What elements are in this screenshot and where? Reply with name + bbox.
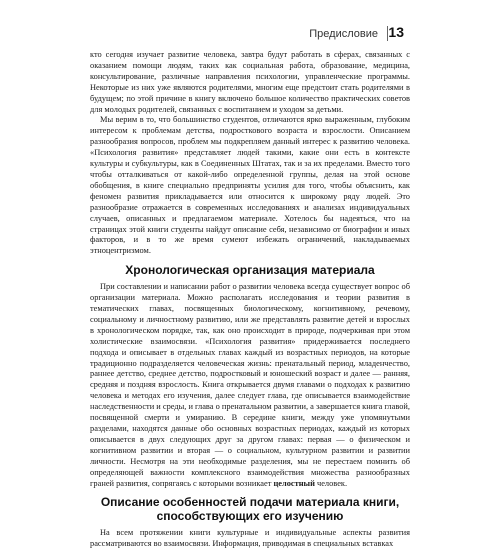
paragraph-organization-text: При составлении и написании работ о развитии человека всегда существует вопрос об организации материала. Можно располагать исследования и теории развития в тематических главах, посвященных биологическому, когнитивному, речевому, социальному и личностному развитию, или же представлять развитие детей и взрослых в хронологическом порядке, так, как оно происходит в природе, подчеркивая при этом холистические взаимосвязи. «Психология развития» придерживается последнего подхода и описывает в отдельных главах каждый из возрастных периодов, на которые традиционно подразделяется человеческая жизнь: пренатальный период, младенчество, раннее детство, среднее детство, подростковый и юношеский возраст и далее — ранняя, средняя и поздняя взрослость. Книга открывается двумя главами о подходах к развитию человека и методах его изучения, далее следует глава, где описывается взаимодействие наследственности и среды, и глава о пренатальном развитии, а завершается книга главой, посвященной смерти и умиранию. В середине книги, между уже упомянутыми разделами, находятся данные обо основных возрастных периодах, каждый из которых описывается в двух следующих друг за другом главах: первая — о физическом и когнитивном развитии и вторая — о социальном, культурном развитии и развитии личности. Несмотря на эти необходимые разделения, мы не перестаем помнить об определяющей важности комплексного взаимодействия множества разнообразных граней развития, сопрягаясь с которыми возникает [90, 282, 410, 488]
emphasis-integral: целостный [273, 478, 315, 488]
paragraph-continued: кто сегодня изучает развитие человека, завтра будут работать в сферах, связанных с оказанием помощи людям, таких как социальная работа, образование, медицина, консультирование, различные направления психологии, управленческие программы. Некоторые из них уже являются родителями, многим еще предстоит стать родителями в будущем; по этой причине в книгу включено большое количество практических советов для молодых родителей, связанных с воспитанием и уходом за детьми. [90, 50, 410, 114]
paragraph-organization [90, 282, 410, 489]
section-heading-chronological: Хронологическая организация материала [125, 263, 375, 278]
page-content [90, 50, 410, 550]
heading-line-1: Описание особенностей подачи материала книги, [100, 495, 400, 510]
paragraph-organization-end: человек. [317, 478, 348, 488]
heading-line-2: способствующих его изучению [156, 509, 344, 524]
running-header-title: Предисловие [309, 28, 378, 40]
paragraph-cultural: На всем протяжении книги культурные и индивидуальные аспекты развития рассматриваются во взаимосвязи. Информация, приводимая в специальных вставках [90, 528, 410, 549]
page-header [0, 0, 500, 46]
page-number: 13 [388, 24, 404, 40]
paragraph-diversity: Мы верим в то, что большинство студентов, отличаются ярко выраженным, глубоким интересом к проблемам детства, подросткового возраста и взрослости. Описанием разнообразия вопросов, проблем мы подкрепляем данный интерес к развитию человека. «Психология развития» представляет людей такими, какие они есть в контексте культуры и субкультуры, как в Соединенных Штатах, так и за их пределами. Вместо того чтобы отталкиваться от какой-либо определенной группы, делая на этой основе обобщения, в книге специально предприняты усилия для того, чтобы объяснить, как феномен развития прикладывается или относится к широкому ряду людей. Это разнообразие отражается в современных исследованиях и анализах индивидуальных случаев, описанных и предлагаемом материале. Хотелось бы надеяться, что на страницах этой книги студенты найдут описание себя, независимо от биографии и иных факторов, и в то же время сумеют избежать ограничений, накладываемых этноцентризмом. [90, 115, 410, 256]
